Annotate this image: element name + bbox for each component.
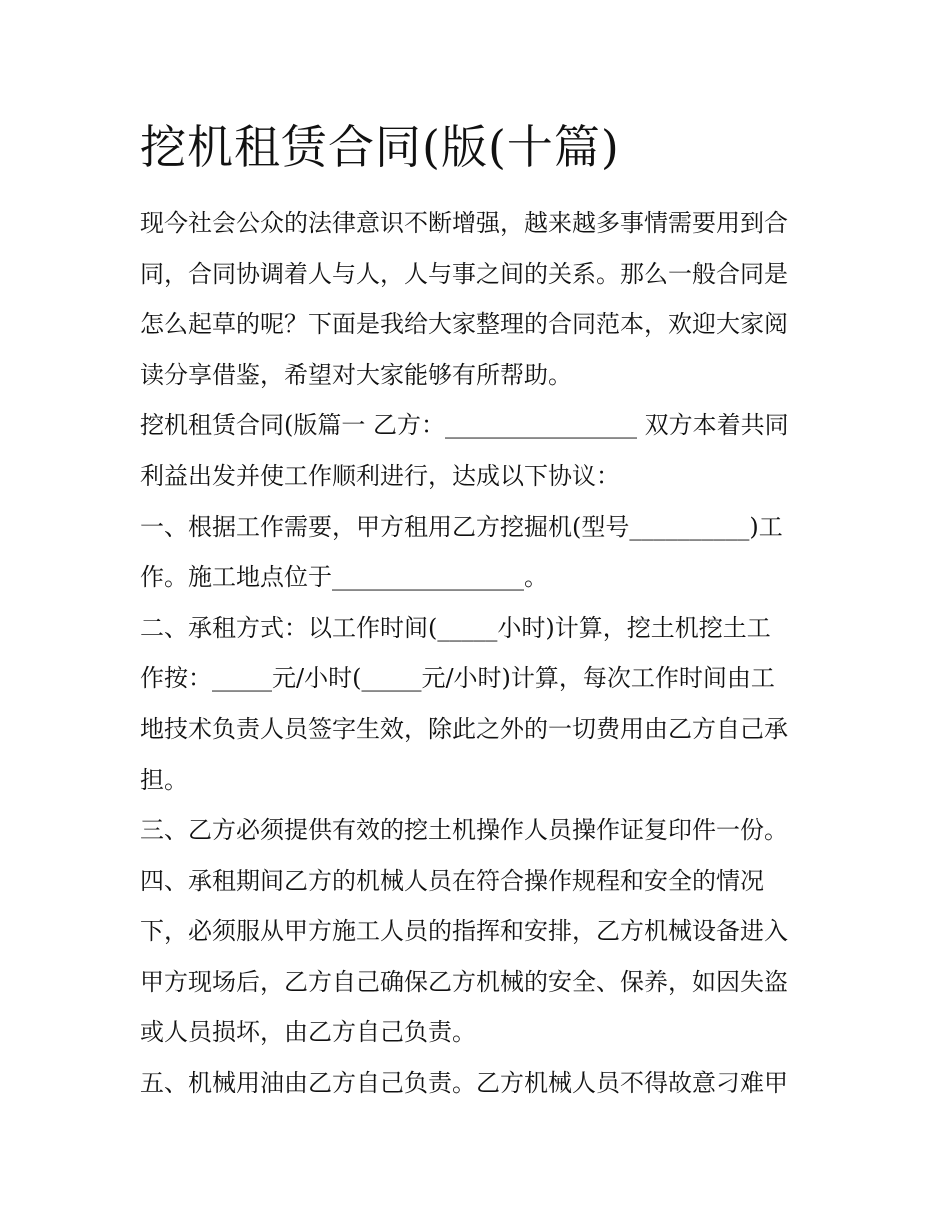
body-line: 地技术负责人员签字生效，除此之外的一切费用由乙方自己承: [140, 715, 788, 743]
body-line: 作。施工地点位于________________。: [140, 563, 548, 591]
document-title: 挖机租赁合同(版(十篇): [140, 120, 620, 174]
body-line: 作按：_____元/小时(_____元/小时)计算，每次工作时间由工: [140, 664, 775, 692]
body-line: 现今社会公众的法律意识不断增强，越来越多事情需要用到合: [140, 209, 788, 237]
body-line: 同，合同协调着人与人，人与事之间的关系。那么一般合同是: [140, 260, 788, 288]
body-line: 利益出发并使工作顺利进行，达成以下协议：: [140, 462, 620, 490]
body-line: 三、乙方必须提供有效的挖土机操作人员操作证复印件一份。: [140, 816, 788, 844]
body-line: 四、承租期间乙方的机械人员在符合操作规程和安全的情况: [140, 867, 764, 895]
body-line: 二、承租方式：以工作时间(_____小时)计算，挖土机挖土工: [140, 614, 771, 642]
body-line: 读分享借鉴，希望对大家能够有所帮助。: [140, 361, 572, 389]
body-line: 一、根据工作需要，甲方租用乙方挖掘机(型号__________)工: [140, 513, 783, 541]
body-line: 五、机械用油由乙方自己负责。乙方机械人员不得故意刁难甲: [140, 1069, 788, 1097]
body-line: 担。: [140, 766, 188, 794]
body-line: 挖机租赁合同(版篇一 乙方：________________ 双方本着共同: [140, 411, 789, 439]
body-line: 怎么起草的呢？下面是我给大家整理的合同范本，欢迎大家阅: [140, 310, 788, 338]
body-line: 下，必须服从甲方施工人员的指挥和安排，乙方机械设备进入: [140, 917, 788, 945]
body-line: 甲方现场后，乙方自己确保乙方机械的安全、保养，如因失盗: [140, 968, 788, 996]
body-line: 或人员损坏，由乙方自己负责。: [140, 1018, 476, 1046]
